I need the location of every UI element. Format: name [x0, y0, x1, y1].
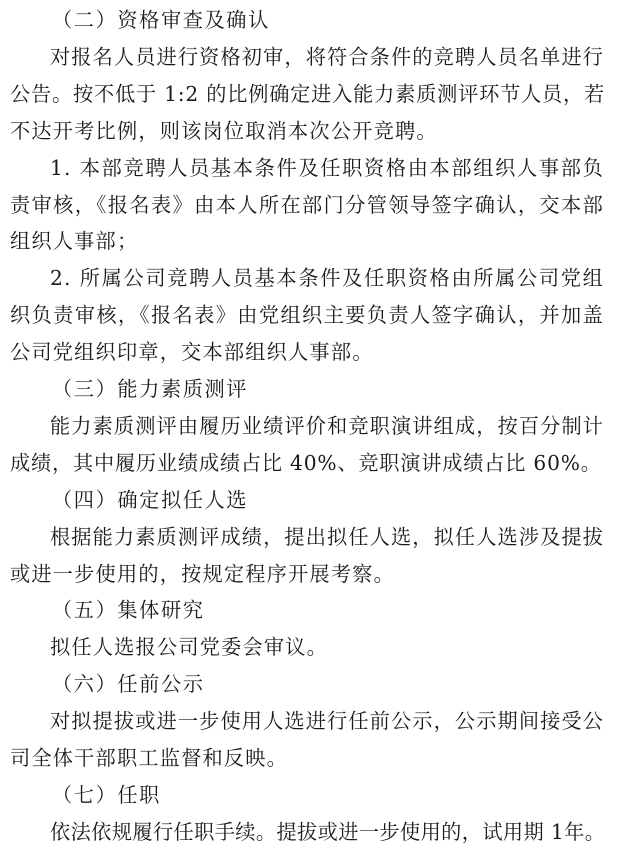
- paragraph-line: 能力素质测评由履历业绩评价和竞职演讲组成，按百分制计: [50, 413, 604, 438]
- paragraph-line: 根据能力素质测评成绩，提出拟任人选，拟任人选涉及提拔: [50, 524, 604, 549]
- paragraph-line: 公司党组织印章，交本部组织人事部。: [10, 340, 374, 365]
- section-heading-candidate-selection: （四）确定拟任人选: [52, 487, 249, 512]
- paragraph-line: 组织人事部；: [10, 229, 139, 254]
- paragraph-line: 或进一步使用的，按规定程序开展考察。: [10, 561, 395, 586]
- paragraph-line: 对拟提拔或进一步使用人选进行任前公示，公示期间接受公: [50, 709, 604, 734]
- section-heading-collective-study: （五）集体研究: [52, 598, 205, 623]
- section-heading-pre-appointment-notice: （六）任前公示: [52, 672, 205, 697]
- section-heading-appointment: （七）任职: [52, 782, 161, 807]
- paragraph-line: 公告。按不低于 1:2 的比例确定进入能力素质测评环节人员，若: [10, 81, 606, 106]
- paragraph-line: 对报名人员进行资格初审，将符合条件的竞聘人员名单进行: [50, 44, 604, 69]
- paragraph-line: 1. 本部竞聘人员基本条件及任职资格由本部组织人事部负: [50, 155, 604, 180]
- section-heading-qualification-review: （二）资格审查及确认: [52, 8, 270, 32]
- paragraph-line: 成绩，其中履历业绩成绩占比 40%、竞职演讲成绩占比 60%。: [10, 450, 602, 475]
- paragraph-line: 不达开考比例，则该岗位取消本次公开竞聘。: [10, 118, 438, 143]
- paragraph-line: 织负责审核，《报名表》由党组织主要负责人签字确认，并加盖: [10, 303, 604, 328]
- paragraph-line: 拟任人选报公司党委会审议。: [50, 635, 329, 660]
- section-heading-ability-assessment: （三）能力素质测评: [52, 377, 249, 401]
- paragraph-line: 司全体干部职工监督和反映。: [10, 746, 289, 770]
- paragraph-line: 依法依规履行任职手续。提拔或进一步使用的，试用期 1年。: [50, 819, 606, 844]
- paragraph-line: 责审核，《报名表》由本人所在部门分管领导签字确认，交本部: [10, 192, 604, 217]
- paragraph-line: 2. 所属公司竞聘人员基本条件及任职资格由所属公司党组: [50, 266, 604, 291]
